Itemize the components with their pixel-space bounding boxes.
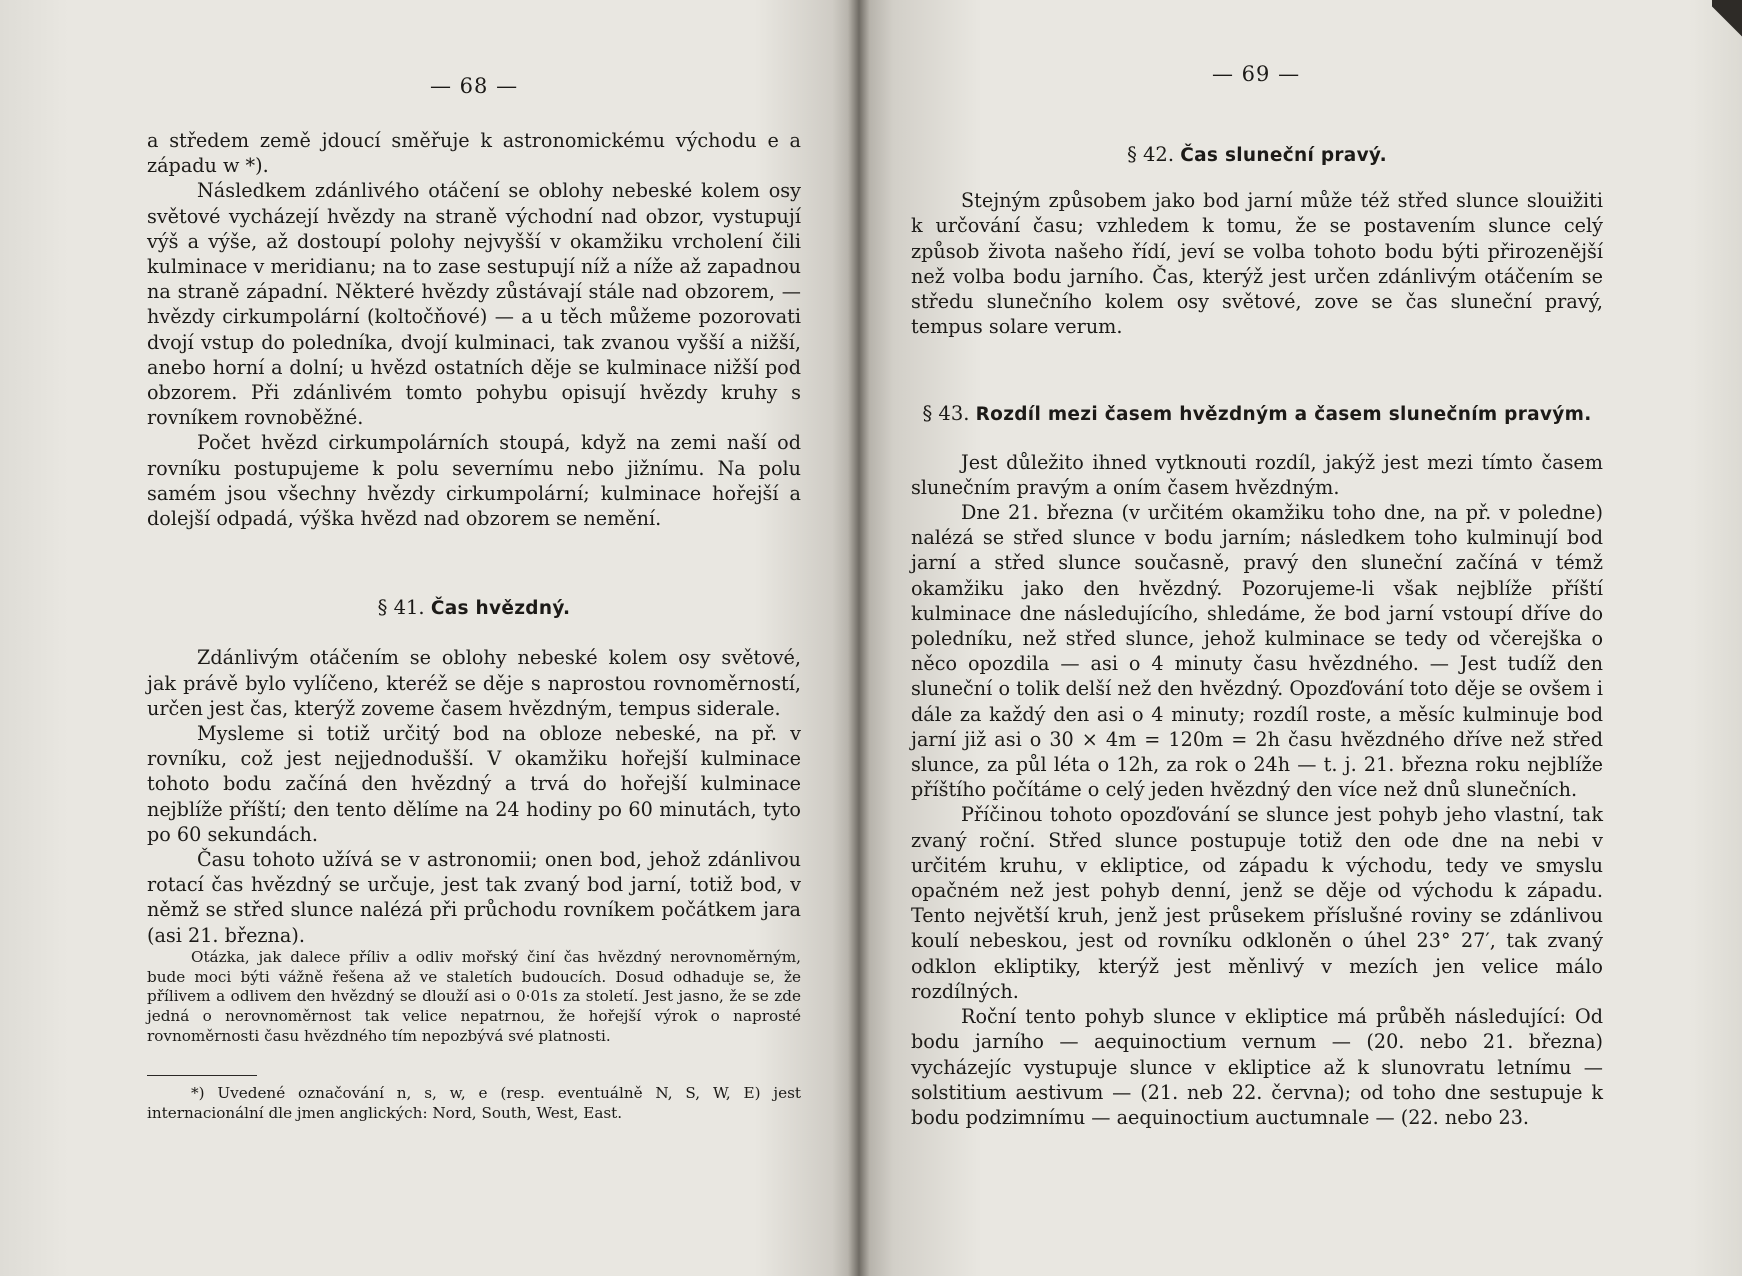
note: Otázka, jak dalece příliv a odliv mořský činí čas hvězdný nerovnoměrným, bude moci býti vážně řešena až ve staletích budoucích. Dosud odhaduje se, že přílivem a odlivem den hvězdný se dlouží asi o 0·01s za století. Jest jasno, že se zde jedná o nerovnoměrnost tak velice nepatrnou, že hořejší výrok o naprosté rovnoměrnosti času hvězdného tím nepozbývá své platnosti. <box>147 947 801 1046</box>
section-number: § 42. <box>1127 143 1175 166</box>
spacer <box>911 428 1603 450</box>
section-heading-41 <box>147 595 801 621</box>
page-number-right: — 69 — <box>1212 62 1301 86</box>
book-gutter <box>848 0 870 1276</box>
section-heading-43 <box>911 401 1603 427</box>
paragraph: Mysleme si totiž určitý bod na obloze nebeské, na př. v rovníku, což jest nejjednodušší. V okamžiku hořejší kulminace tohoto bodu začíná den hvězdný a trvá do hořejší kulminace nejblíže příští; den tento dělíme na 24 hodiny po 60 minutách, tyto po 60 sekundách. <box>147 722 801 846</box>
note-block <box>147 948 801 1124</box>
footnote-rule <box>147 1075 257 1076</box>
spacer <box>147 531 801 595</box>
spacer <box>147 621 801 645</box>
section-number: § 43. <box>922 402 970 426</box>
footnote: *) Uvedené označování n, s, w, e (resp. eventuálně N, S, W, E) jest internacionální dle jmen anglických: Nord, South, West, East. <box>147 1083 801 1122</box>
section-title: Čas sluneční pravý. <box>1180 145 1387 166</box>
paragraph: Příčinou tohoto opozďování se slunce jest pohyb jeho vlastní, tak zvaný roční. Střed slunce postupuje totiž den ode dne na nebi v určitém kruhu, v ekliptice, od západu k východu, tedy ve smyslu opačném než jest pohyb denní, jenž se děje od východu k západu. Tento největší kruh, jenž jest průsekem příslušné roviny se zdánlivou koulí nebeskou, jest od rovníku odkloněn o úhel 23° 27′, tak zvaný odklon ekliptiky, kterýž jest měnlivý v mezích jen velice málo rozdílných. <box>911 803 1603 1003</box>
spacer <box>911 339 1603 401</box>
paragraph: Zdánlivým otáčením se oblohy nebeské kolem osy světové, jak právě bylo vylíčeno, kteréž se děje s naprostou rovnoměrností, určen jest čas, kterýž zoveme časem hvězdným, tempus siderale. <box>147 646 801 720</box>
left-page <box>0 0 858 1276</box>
section-heading-42 <box>911 142 1603 168</box>
paragraph: Času tohoto užívá se v astronomii; onen bod, jehož zdánlivou rotací čas hvězdný se určuje, jest tak zvaný bod jarní, totiž bod, v němž se střed slunce nalézá při průchodu rovníkem počátkem jara (asi 21. března). <box>147 848 801 947</box>
section-number: § 41. <box>377 596 425 620</box>
paragraph: a středem země jdoucí směřuje k astronomickému východu e a západu w *). <box>147 129 801 178</box>
paragraph: Stejným způsobem jako bod jarní může též střed slunce slouižiti k určování času; vzhledem k tomu, že se postavením slunce celý způsob života našeho řídí, jeví se volba tohoto bodu býti přirozenější než volba bodu jarního. Čas, kterýž jest určen zdánlivým otáčením se středu slunečního kolem osy světové, zove se čas sluneční pravý, tempus solare verum. <box>911 189 1603 339</box>
left-page-text <box>147 128 801 1123</box>
section-title: Čas hvězdný. <box>430 598 571 620</box>
page-corner <box>1712 0 1742 60</box>
paragraph: Jest důležito ihned vytknouti rozdíl, jakýž jest mezi tímto časem slunečním pravým a oním časem hvězdným. <box>911 450 1603 499</box>
right-page <box>858 0 1742 1276</box>
paragraph: Následkem zdánlivého otáčení se oblohy nebeské kolem osy světové vycházejí hvězdy na straně východní nad obzor, vystupují výš a výše, až dostoupí polohy nejvyšší v okamžiku vrcholení čili kulminace v meridianu; na to zase sestupují níž a níže až zapadnou na straně západní. Některé hvězdy zůstávají stále nad obzorem, — hvězdy cirkumpolární (koltočňové) — a u těch můžeme pozorovati dvojí vstup do poledníka, dvojí kulminaci, tak zvanou vyšší a nižší, anebo horní a dolní; u hvězd ostatních děje se kulminace nižší pod obzorem. Při zdánlivém tomto pohybu opisují hvězdy kruhy s rovníkem rovnoběžné. <box>147 179 801 430</box>
paragraph: Dne 21. března (v určitém okamžiku toho dne, na př. v poledne) nalézá se střed slunce v bodu jarním; následkem toho kulminují bod jarní a střed slunce současně, pravý den sluneční začíná v témž okamžiku jako den hvězdný. Pozorujeme-li však nejblíže příští kulminace dne následujícího, shledáme, že bod jarní vstoupí dříve do poledníku, než střed slunce, jehož kulminace se tedy od včerejška o něco opozdila — asi o 4 minuty času hvězdného. — Jest tudíž den sluneční o tolik delší než den hvězdný. Opozďování toto děje se ovšem i dále za každý den asi o 4 minuty; rozdíl roste, a měsíc kulminuje bod jarní již asi o 30 × 4m = 120m = 2h času hvězdného dříve než střed slunce, za půl léta o 12h, za rok o 24h — t. j. 21. března roku nejblíže příštího počítáme o celý jeden hvězdný den více než dnů slunečních. <box>911 501 1603 802</box>
paragraph: Roční tento pohyb slunce v ekliptice má průběh následující: Od bodu jarního — aequinoctium vernum — (20. nebo 21. března) vycházejíc vystupuje slunce v ekliptice až k slunovratu letnímu — solstitium aestivum — (21. neb 22. června); od toho dne sestupuje k bodu podzimnímu — aequinoctium auctumnale — (22. nebo 23. <box>911 1005 1603 1129</box>
paragraph: Počet hvězd cirkumpolárních stoupá, když na zemi naší od rovníku postupujeme k polu severnímu nebo jižnímu. Na polu samém jsou všechny hvězdy cirkumpolární; kulminace hořejší a dolejší odpadá, výška hvězd nad obzorem se nemění. <box>147 431 801 531</box>
spacer <box>911 168 1603 188</box>
right-page-text <box>911 142 1603 1130</box>
page-number-left: — 68 — <box>430 74 519 98</box>
section-title: Rozdíl mezi časem hvězdným a časem slunečním pravým. <box>975 404 1592 426</box>
